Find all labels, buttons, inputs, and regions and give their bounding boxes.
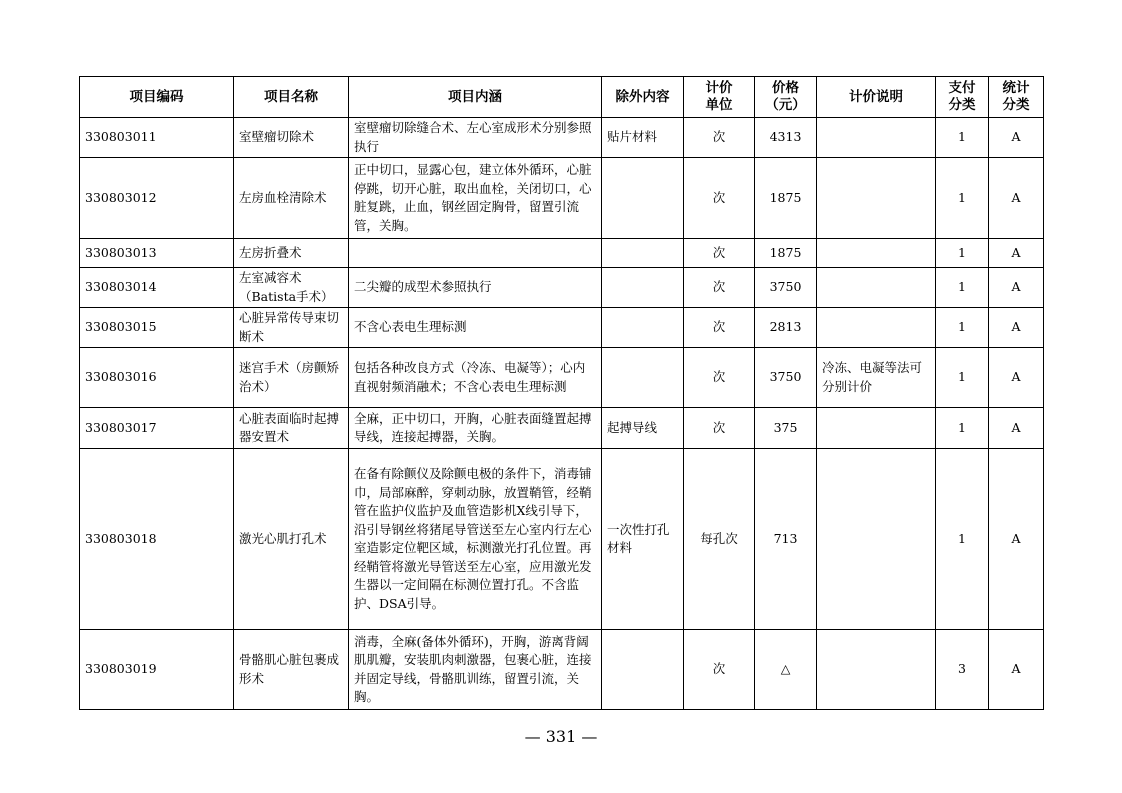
- row-unit: 每孔次: [684, 449, 755, 630]
- header-stat: 统计 分类: [989, 77, 1044, 118]
- row-unit: 次: [684, 408, 755, 449]
- page-number: — 331 —: [524, 727, 598, 746]
- row-unit: 次: [684, 308, 755, 348]
- row-note: [817, 158, 936, 239]
- row-price: 4313: [755, 118, 817, 158]
- table-row: [80, 268, 1044, 308]
- row-note: [817, 118, 936, 158]
- row-price: 375: [755, 408, 817, 449]
- row-note: [817, 268, 936, 308]
- row-desc: 全麻，正中切口，开胸，心脏表面缝置起搏导线，连接起搏器，关胸。: [349, 408, 602, 449]
- row-desc: 在备有除颤仪及除颤电极的条件下，消毒铺巾，局部麻醉，穿刺动脉，放置鞘管，经鞘管在监护仪监护及血管造影机X线引导下，沿引导钢丝将猪尾导管送至左心室内行左心室造影定位靶区域，标测激光打孔位置。再经鞘管将激光导管送至左心室，应用激光发生器以一定间隔在标测位置打孔。不含监护、DSA引导。: [349, 449, 602, 630]
- row-excl: [602, 268, 684, 308]
- row-name: 激光心肌打孔术: [234, 449, 349, 630]
- row-excl: 贴片材料: [602, 118, 684, 158]
- row-stat: A: [989, 308, 1044, 348]
- row-pay: 1: [936, 239, 989, 268]
- row-note: [817, 449, 936, 630]
- row-unit: 次: [684, 158, 755, 239]
- row-price: 1875: [755, 158, 817, 239]
- row-name: 心脏表面临时起搏器安置术: [234, 408, 349, 449]
- table-row: [80, 630, 1044, 710]
- row-excl: 一次性打孔材料: [602, 449, 684, 630]
- row-excl: 起搏导线: [602, 408, 684, 449]
- row-pay: 1: [936, 449, 989, 630]
- row-note: [817, 630, 936, 710]
- row-name: 室壁瘤切除术: [234, 118, 349, 158]
- header-note: 计价说明: [817, 77, 936, 118]
- row-pay: 1: [936, 158, 989, 239]
- row-price: 1875: [755, 239, 817, 268]
- row-stat: A: [989, 449, 1044, 630]
- row-price: 3750: [755, 268, 817, 308]
- fee-schedule-table: [79, 76, 1044, 710]
- row-stat: A: [989, 408, 1044, 449]
- row-excl: [602, 348, 684, 408]
- row-desc: 二尖瓣的成型术参照执行: [349, 268, 602, 308]
- table-row: [80, 348, 1044, 408]
- header-unit: 计价 单位: [684, 77, 755, 118]
- table-header-row: [80, 77, 1044, 118]
- row-code: 330803015: [80, 308, 234, 348]
- row-desc: 室壁瘤切除缝合术、左心室成形术分别参照执行: [349, 118, 602, 158]
- row-pay: 1: [936, 348, 989, 408]
- row-code: 330803016: [80, 348, 234, 408]
- row-excl: [602, 630, 684, 710]
- row-unit: 次: [684, 118, 755, 158]
- row-name: 左室减容术（Batista手术）: [234, 268, 349, 308]
- row-code: 330803017: [80, 408, 234, 449]
- row-unit: 次: [684, 239, 755, 268]
- row-code: 330803012: [80, 158, 234, 239]
- row-desc: 不含心表电生理标测: [349, 308, 602, 348]
- row-desc: 正中切口，显露心包，建立体外循环，心脏停跳，切开心脏，取出血栓，关闭切口，心脏复跳，止血，钢丝固定胸骨，留置引流管，关胸。: [349, 158, 602, 239]
- row-stat: A: [989, 158, 1044, 239]
- row-stat: A: [989, 348, 1044, 408]
- row-pay: 1: [936, 268, 989, 308]
- row-stat: A: [989, 118, 1044, 158]
- table-row: [80, 308, 1044, 348]
- row-excl: [602, 239, 684, 268]
- row-note: [817, 239, 936, 268]
- table-row: [80, 449, 1044, 630]
- row-price: 3750: [755, 348, 817, 408]
- row-pay: 1: [936, 408, 989, 449]
- row-name: 心脏异常传导束切断术: [234, 308, 349, 348]
- table-row: [80, 239, 1044, 268]
- row-stat: A: [989, 239, 1044, 268]
- table-row: [80, 118, 1044, 158]
- row-desc: 包括各种改良方式（冷冻、电凝等）；心内直视射频消融术；不含心表电生理标测: [349, 348, 602, 408]
- row-desc: [349, 239, 602, 268]
- row-desc: 消毒，全麻(备体外循环)，开胸，游离背阔肌肌瓣，安装肌肉刺激器，包裹心脏，连接并固定导线，骨骼肌训练，留置引流，关胸。: [349, 630, 602, 710]
- row-pay: 1: [936, 308, 989, 348]
- row-name: 左房血栓清除术: [234, 158, 349, 239]
- row-code: 330803019: [80, 630, 234, 710]
- row-code: 330803018: [80, 449, 234, 630]
- row-code: 330803014: [80, 268, 234, 308]
- row-note: 冷冻、电凝等法可分别计价: [817, 348, 936, 408]
- row-stat: A: [989, 268, 1044, 308]
- row-excl: [602, 158, 684, 239]
- header-name: 项目名称: [234, 77, 349, 118]
- row-unit: 次: [684, 630, 755, 710]
- header-code: 项目编码: [80, 77, 234, 118]
- header-desc: 项目内涵: [349, 77, 602, 118]
- table-row: [80, 158, 1044, 239]
- row-note: [817, 308, 936, 348]
- row-pay: 1: [936, 118, 989, 158]
- row-unit: 次: [684, 348, 755, 408]
- row-excl: [602, 308, 684, 348]
- row-price: 713: [755, 449, 817, 630]
- row-name: 骨骼肌心脏包裹成形术: [234, 630, 349, 710]
- row-price: △: [755, 630, 817, 710]
- row-price: 2813: [755, 308, 817, 348]
- row-code: 330803013: [80, 239, 234, 268]
- row-code: 330803011: [80, 118, 234, 158]
- row-name: 左房折叠术: [234, 239, 349, 268]
- row-unit: 次: [684, 268, 755, 308]
- row-pay: 3: [936, 630, 989, 710]
- header-price: 价格 （元）: [755, 77, 817, 118]
- row-name: 迷宫手术（房颤矫治术）: [234, 348, 349, 408]
- row-note: [817, 408, 936, 449]
- table-row: [80, 408, 1044, 449]
- row-stat: A: [989, 630, 1044, 710]
- header-pay: 支付 分类: [936, 77, 989, 118]
- header-excl: 除外内容: [602, 77, 684, 118]
